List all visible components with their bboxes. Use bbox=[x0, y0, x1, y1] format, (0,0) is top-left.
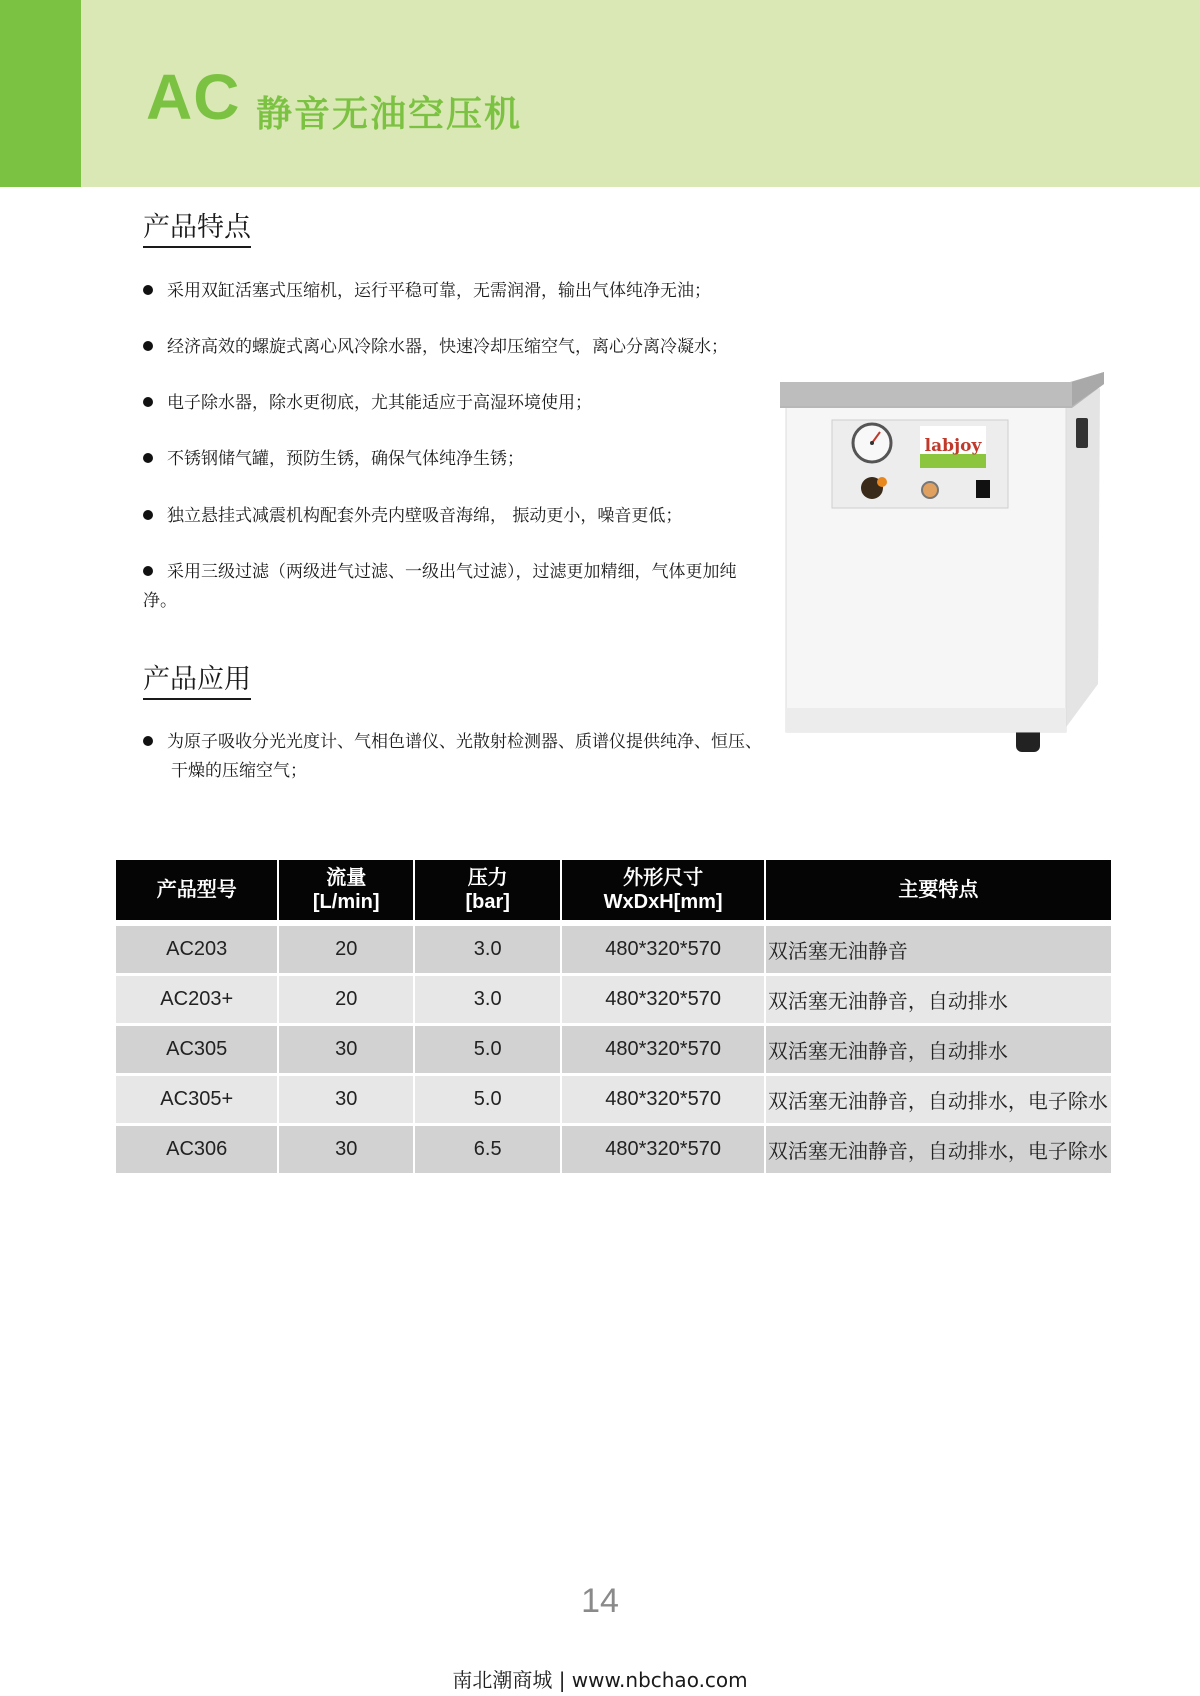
footer-site-link[interactable]: 南北潮商城 | www.nbchao.com bbox=[452, 1668, 748, 1692]
brand-logo: labjoy bbox=[924, 436, 982, 456]
cell-model: AC306 bbox=[116, 1126, 277, 1176]
header-model: 产品型号 bbox=[116, 860, 277, 920]
bullet-dot-icon bbox=[143, 341, 153, 351]
cell-features: 双活塞无油静音，自动排水 bbox=[766, 1026, 1111, 1076]
cell-pressure: 6.5 bbox=[415, 1126, 560, 1176]
cell-pressure: 5.0 bbox=[415, 1026, 560, 1076]
feature-item: 经济高效的螺旋式离心风冷除水器，快速冷却压缩空气，离心分离冷凝水； bbox=[143, 333, 763, 362]
cell-flow: 20 bbox=[279, 976, 413, 1026]
table-row bbox=[116, 1026, 1111, 1076]
cell-model: AC203 bbox=[116, 926, 277, 976]
bullet-dot-icon bbox=[143, 453, 153, 463]
table-header-row bbox=[116, 860, 1111, 920]
table-row bbox=[116, 1076, 1111, 1126]
feature-item: 采用三级过滤（两级进气过滤、一级出气过滤），过滤更加精细，气体更加纯净。 bbox=[143, 562, 737, 611]
bullet-dot-icon bbox=[143, 510, 153, 520]
cell-dimensions: 480*320*570 bbox=[562, 926, 763, 976]
product-series-title: AC bbox=[146, 61, 241, 133]
cell-model: AC203+ bbox=[116, 976, 277, 1026]
feature-item: 采用双缸活塞式压缩机，运行平稳可靠，无需润滑，输出气体纯净无油； bbox=[143, 277, 763, 306]
page-number: 14 bbox=[581, 1582, 619, 1620]
cell-features: 双活塞无油静音，自动排水 bbox=[766, 976, 1111, 1026]
cell-model: AC305 bbox=[116, 1026, 277, 1076]
feature-item: 电子除水器，除水更彻底，尤其能适应于高湿环境使用； bbox=[143, 389, 763, 418]
features-heading: 产品特点 bbox=[143, 212, 251, 248]
cell-flow: 30 bbox=[279, 1026, 413, 1076]
compressor-product-image bbox=[780, 368, 1106, 758]
bullet-dot-icon bbox=[143, 397, 153, 407]
cell-model: AC305+ bbox=[116, 1076, 277, 1126]
cell-dimensions: 480*320*570 bbox=[562, 1026, 763, 1076]
cell-pressure: 3.0 bbox=[415, 926, 560, 976]
cell-dimensions: 480*320*570 bbox=[562, 1076, 763, 1126]
table-row bbox=[116, 976, 1111, 1026]
feature-item: 不锈钢储气罐，预防生锈，确保气体纯净生锈； bbox=[143, 445, 763, 474]
feature-item: 独立悬挂式减震机构配套外壳内壁吸音海绵， 振动更小，噪音更低； bbox=[143, 502, 763, 531]
cell-flow: 30 bbox=[279, 1076, 413, 1126]
header-flow: 流量 [L/min] bbox=[279, 860, 413, 920]
bullet-dot-icon bbox=[143, 736, 153, 746]
product-name-title: 静音无油空压机 bbox=[256, 94, 523, 135]
cell-dimensions: 480*320*570 bbox=[562, 976, 763, 1026]
table-row bbox=[116, 1126, 1111, 1176]
header-dimensions: 外形尺寸 WxDxH[mm] bbox=[562, 860, 763, 920]
bullet-dot-icon bbox=[143, 285, 153, 295]
cell-features: 双活塞无油静音 bbox=[766, 926, 1111, 976]
header-features: 主要特点 bbox=[766, 860, 1111, 920]
header-pressure: 压力 [bar] bbox=[415, 860, 560, 920]
cell-flow: 30 bbox=[279, 1126, 413, 1176]
header-accent-bar bbox=[0, 0, 81, 187]
spec-table bbox=[114, 860, 1113, 1176]
cell-features: 双活塞无油静音，自动排水，电子除水 bbox=[766, 1076, 1111, 1126]
applications-heading: 产品应用 bbox=[143, 664, 251, 700]
cell-pressure: 5.0 bbox=[415, 1076, 560, 1126]
bullet-dot-icon bbox=[143, 566, 153, 576]
cell-features: 双活塞无油静音，自动排水，电子除水 bbox=[766, 1126, 1111, 1176]
cell-flow: 20 bbox=[279, 926, 413, 976]
table-row bbox=[116, 926, 1111, 976]
cell-pressure: 3.0 bbox=[415, 976, 560, 1026]
cell-dimensions: 480*320*570 bbox=[562, 1126, 763, 1176]
application-item: 为原子吸收分光光度计、气相色谱仪、光散射检测器、质谱仪提供纯净、恒压、干燥的压缩空气； bbox=[143, 728, 763, 786]
